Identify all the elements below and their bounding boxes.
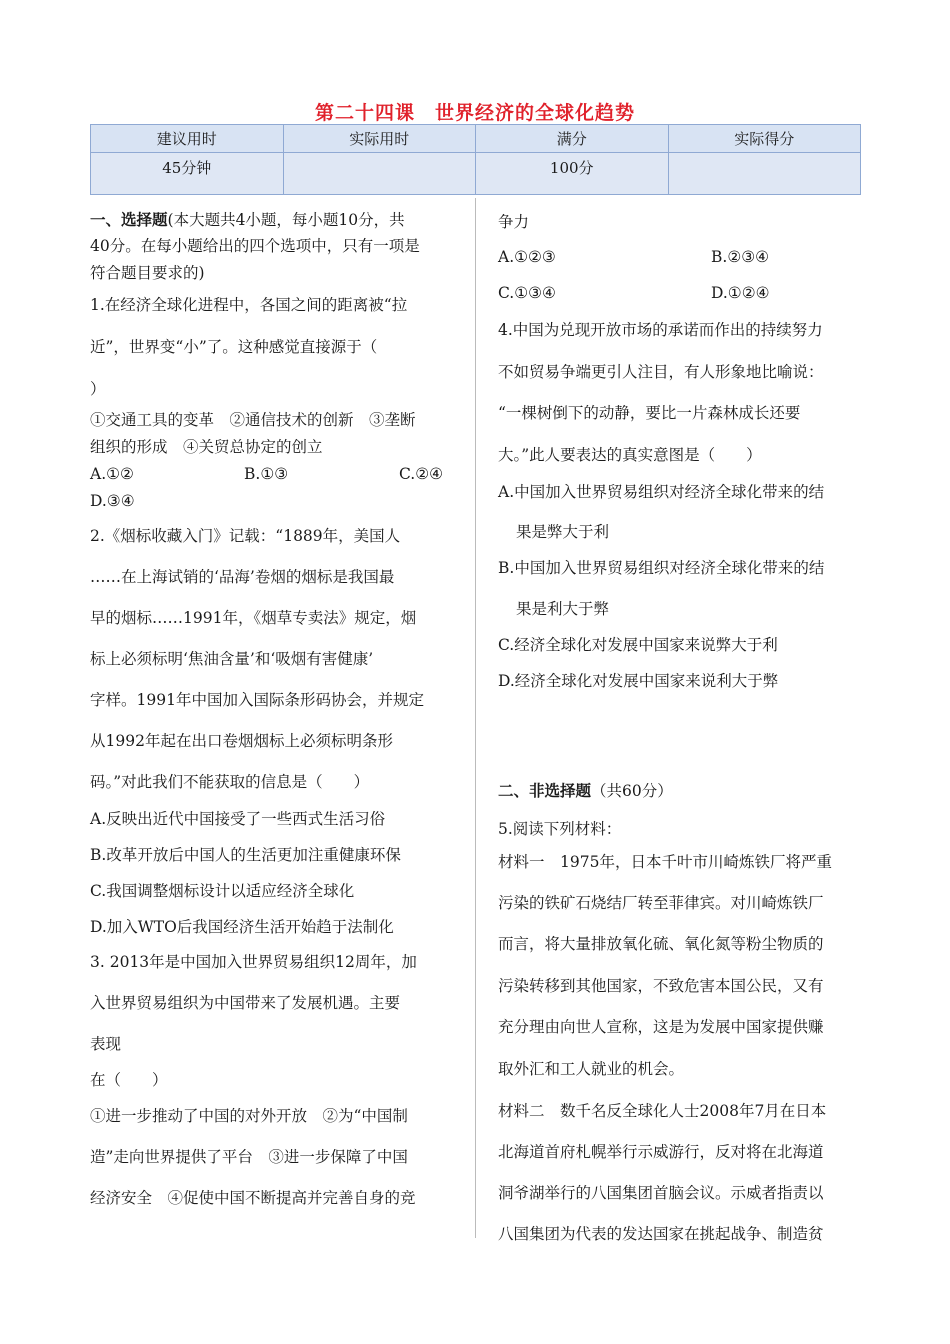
q4-stem-4: 大。”此人要表达的真实意图是（ ） (498, 446, 762, 464)
q4-option-a-1[interactable]: A.中国加入世界贸易组织对经济全球化带来的结 (498, 483, 825, 501)
q2-stem-7: 码。”对此我们不能获取的信息是（ ） (90, 773, 370, 791)
section1-desc-3: 符合题目要求的) (90, 264, 205, 282)
table-value-row (91, 153, 861, 195)
q2-option-b[interactable]: B.改革开放后中国人的生活更加注重健康环保 (90, 846, 401, 864)
q5-stem: 5.阅读下列材料： (498, 820, 622, 838)
q1-option-c[interactable]: C.②④ (399, 465, 444, 483)
q2-option-d[interactable]: D.加入WTO后我国经济生活开始趋于法制化 (90, 918, 394, 936)
q3-stem-cont: 争力 (498, 213, 530, 231)
value-actual-score[interactable] (668, 153, 861, 195)
material1-line-5: 充分理由向世人宣称，这是为发展中国家提供赚 (498, 1018, 824, 1036)
q3-items-1: ①进一步推动了中国的对外开放 ②为“中国制 (90, 1107, 408, 1125)
material2-line-1: 材料二 数千名反全球化人士2008年7月在日本 (498, 1102, 827, 1120)
q1-stem-3: ） (90, 380, 106, 398)
q3-stem-3: 表现 (90, 1035, 122, 1053)
q3-stem-2: 入世界贸易组织为中国带来了发展机遇。主要 (90, 994, 401, 1012)
q3-option-d[interactable]: D.①②④ (711, 284, 770, 302)
section1-title: 一、选择题 (90, 211, 168, 229)
material1-line-6: 取外汇和工人就业的机会。 (498, 1060, 685, 1078)
section2-header (498, 779, 673, 801)
page-title: 第二十四课 世界经济的全球化趋势 (314, 102, 635, 124)
section2-title: 二、非选择题 (498, 782, 592, 800)
table-header-row (91, 125, 861, 153)
column-divider (475, 198, 476, 1238)
section1-desc: (本大题共4小题，每小题10分，共 (167, 211, 405, 229)
time-score-table (90, 124, 861, 195)
material1-line-4: 污染转移到其他国家，不致危害本国公民，又有 (498, 977, 824, 995)
q1-items-1: ①交通工具的变革 ②通信技术的创新 ③垄断 (90, 411, 416, 429)
q2-option-c[interactable]: C.我国调整烟标设计以适应经济全球化 (90, 882, 355, 900)
q1-items-2: 组织的形成 ④关贸总协定的创立 (90, 438, 323, 456)
q4-option-d[interactable]: D.经济全球化对发展中国家来说利大于弊 (498, 672, 779, 690)
header-full-score: 满分 (476, 125, 669, 153)
material1-line-2: 污染的铁矿石烧结厂转至菲律宾。对川崎炼铁厂 (498, 894, 824, 912)
material2-line-2: 北海道首府札幌举行示威游行，反对将在北海道 (498, 1143, 824, 1161)
q2-stem-1: 2.《烟标收藏入门》记载：“1889年，美国人 (90, 527, 401, 545)
q4-option-a-2[interactable]: 果是弊大于利 (516, 523, 610, 541)
q4-stem-2: 不如贸易争端更引人注目，有人形象地比喻说： (498, 363, 824, 381)
value-actual-time[interactable] (283, 153, 476, 195)
section1-desc-2: 40分。在每小题给出的四个选项中，只有一项是 (90, 237, 420, 255)
q4-option-b-1[interactable]: B.中国加入世界贸易组织对经济全球化带来的结 (498, 559, 825, 577)
q2-option-a[interactable]: A.反映出近代中国接受了一些西式生活习俗 (90, 810, 386, 828)
q3-stem-4: 在（ ） (90, 1071, 168, 1089)
material2-line-4: 八国集团为代表的发达国家在挑起战争、制造贫 (498, 1225, 824, 1243)
q2-stem-4: 标上必须标明‘焦油含量’和‘吸烟有害健康’ (90, 650, 374, 668)
q2-stem-5: 字样。1991年中国加入国际条形码协会，并规定 (90, 691, 424, 709)
q1-option-a[interactable]: A.①② (90, 465, 134, 483)
q4-stem-1: 4.中国为兑现开放市场的承诺而作出的持续努力 (498, 321, 823, 339)
q2-stem-3: 早的烟标……1991年，《烟草专卖法》规定，烟 (90, 609, 417, 627)
q1-stem-1: 1.在经济全球化进程中，各国之间的距离被“拉 (90, 296, 408, 314)
value-full-score: 100分 (476, 153, 669, 195)
q3-stem-1: 3. 2013年是中国加入世界贸易组织12周年，加 (90, 953, 417, 971)
q2-stem-6: 从1992年起在出口卷烟烟标上必须标明条形 (90, 732, 393, 750)
q4-stem-3: “一棵树倒下的动静，要比一片森林成长还要 (498, 404, 801, 422)
q3-items-3: 经济安全 ④促使中国不断提高并完善自身的竞 (90, 1189, 416, 1207)
q3-items-2: 造”走向世界提供了平台 ③进一步保障了中国 (90, 1148, 408, 1166)
material1-line-3: 而言，将大量排放氧化硫、氧化氮等粉尘物质的 (498, 935, 824, 953)
material1-line-1: 材料一 1975年，日本千叶市川崎炼铁厂将严重 (498, 853, 832, 871)
q2-stem-2: ……在上海试销的‘品海’卷烟的烟标是我国最 (90, 568, 395, 586)
material2-line-3: 洞爷湖举行的八国集团首脑会议。示威者指责以 (498, 1184, 824, 1202)
section2-desc: （共60分） (591, 782, 673, 800)
q1-option-b[interactable]: B.①③ (244, 465, 289, 483)
q1-option-d[interactable]: D.③④ (90, 492, 135, 510)
header-suggested-time: 建议用时 (91, 125, 284, 153)
value-suggested-time: 45分钟 (91, 153, 284, 195)
section1-header (90, 208, 405, 230)
q4-option-c[interactable]: C.经济全球化对发展中国家来说弊大于利 (498, 636, 778, 654)
q3-option-b[interactable]: B.②③④ (711, 248, 770, 266)
header-actual-score: 实际得分 (668, 125, 861, 153)
header-actual-time: 实际用时 (283, 125, 476, 153)
q3-option-c[interactable]: C.①③④ (498, 284, 556, 302)
q3-option-a[interactable]: A.①②③ (498, 248, 556, 266)
q1-stem-2: 近”，世界变“小”了。这种感觉直接源于（ (90, 338, 378, 356)
q4-option-b-2[interactable]: 果是利大于弊 (516, 600, 610, 618)
